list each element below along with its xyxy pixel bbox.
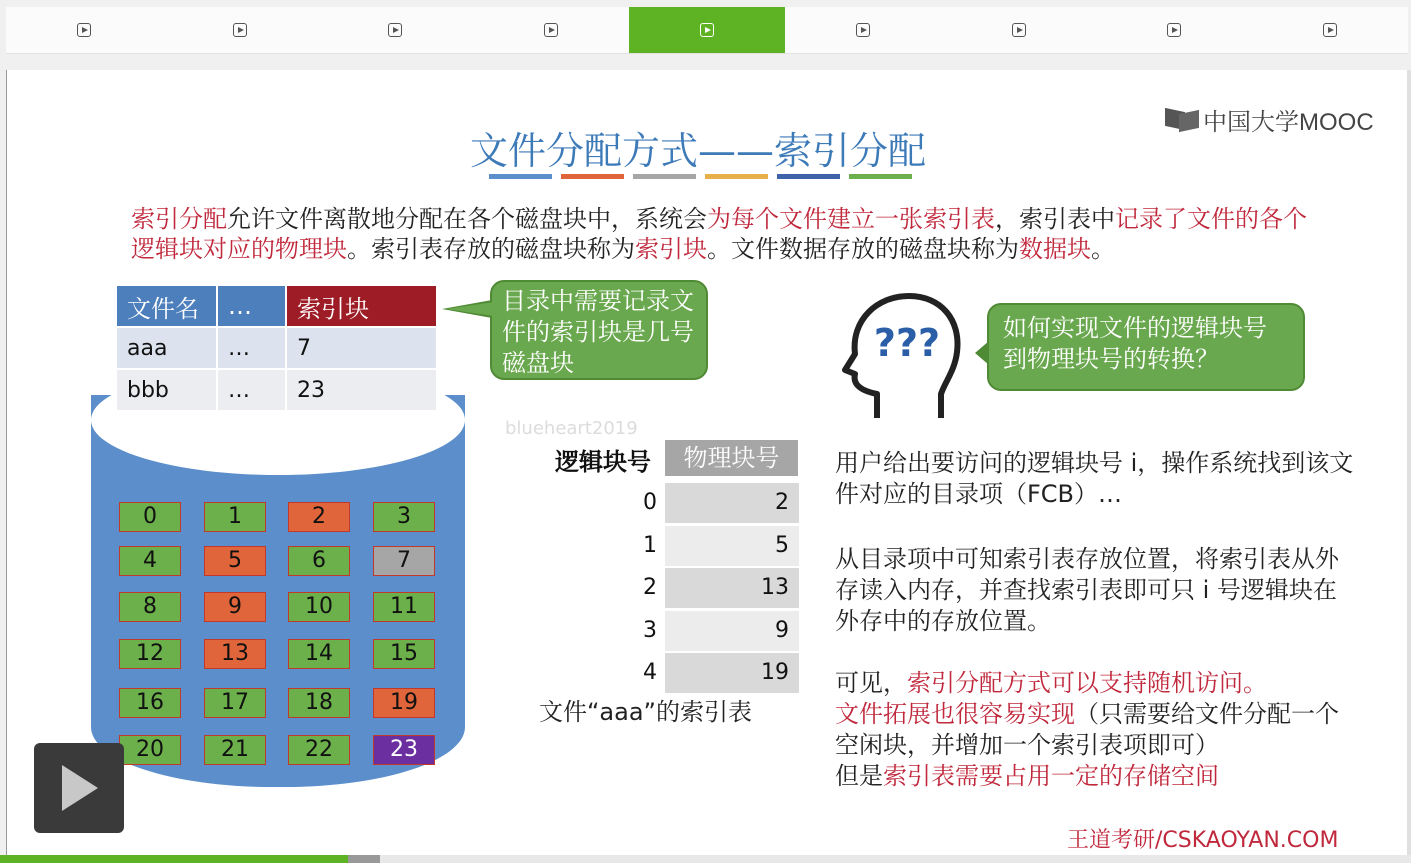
physical-block-number: 5	[665, 526, 799, 566]
progress-played	[0, 855, 349, 863]
underline-segment	[561, 174, 624, 179]
video-icon	[388, 23, 402, 37]
conclusion-random-access: 索引分配方式可以支持随机访问。	[907, 669, 1267, 697]
intro-text: 。	[1091, 235, 1115, 263]
physical-block-number: 9	[665, 611, 799, 651]
header-index-block: 索引块	[287, 286, 436, 326]
lesson-nav-item[interactable]	[785, 7, 941, 53]
explanation-para-2: 从目录项中可知索引表存放位置，将索引表从外存读入内存，并查找索引表即可只 i 号逻辑块在外存中的存放位置。	[835, 545, 1339, 635]
question-callout: 如何实现文件的逻辑块号到物理块号的转换？	[987, 303, 1305, 391]
disk-block: 10	[288, 592, 350, 622]
table-row	[117, 370, 436, 410]
disk-block: 11	[373, 592, 435, 622]
disk-block: 15	[373, 639, 435, 669]
physical-block-number: 13	[665, 568, 799, 608]
underline-segment	[633, 174, 696, 179]
conclusion-space-cost: 索引表需要占用一定的存储空间	[883, 762, 1219, 790]
disk-block: 21	[204, 735, 266, 765]
logical-block-number: 2	[643, 575, 657, 600]
disk-block: 3	[373, 502, 435, 532]
disk-block: 4	[119, 546, 181, 576]
disk-block: 18	[288, 688, 350, 718]
term-data-block: 数据块	[1019, 235, 1091, 263]
cell-filename: bbb	[117, 370, 216, 410]
term-index-table: 为每个文件建立一张索引表	[707, 205, 995, 233]
cell-ellipsis: …	[218, 370, 285, 410]
lesson-nav	[6, 7, 1408, 54]
disk-block: 23	[373, 735, 435, 765]
directory-callout: 目录中需要记录文件的索引块是几号磁盘块	[490, 280, 708, 380]
term-index-allocation: 索引分配	[131, 205, 227, 233]
intro-text: 。文件数据存放的磁盘块称为	[707, 235, 1019, 263]
video-icon	[1012, 23, 1026, 37]
brand-footer: 王道考研/CSKAOYAN.COM	[1067, 828, 1339, 853]
disk-block: 16	[119, 688, 181, 718]
underline-segment	[489, 174, 552, 179]
lesson-nav-item[interactable]	[162, 7, 318, 53]
video-icon	[77, 23, 91, 37]
progress-buffer	[348, 855, 380, 863]
logical-block-number: 0	[643, 490, 657, 515]
logo-text: 中国大学MOOC	[1203, 109, 1374, 136]
index-row	[543, 653, 799, 693]
logical-block-number: 1	[643, 532, 657, 558]
explanation-para-1: 用户给出要访问的逻辑块号 i，操作系统找到该文件对应的目录项（FCB）…	[835, 449, 1354, 508]
video-icon	[544, 23, 558, 37]
term-mapping: 记录了文件的各个逻辑块对应的物理块	[131, 205, 1307, 263]
lesson-nav-item[interactable]	[1252, 7, 1408, 53]
cell-filename: aaa	[117, 328, 216, 368]
title-underline	[489, 174, 912, 179]
lesson-nav-item[interactable]	[1096, 7, 1252, 53]
header-ellipsis: …	[218, 286, 285, 326]
disk-block: 0	[119, 502, 181, 532]
intro-text: 允许文件离散地分配在各个磁盘块中，系统会	[227, 205, 707, 233]
intro-text: 。索引表存放的磁盘块称为	[347, 235, 635, 263]
header-filename: 文件名	[117, 286, 216, 326]
slide-title: 文件分配方式——索引分配	[469, 129, 926, 173]
video-icon	[856, 23, 870, 37]
lesson-nav-item[interactable]	[629, 7, 785, 53]
physical-block-number: 2	[665, 483, 799, 523]
index-table-caption: 文件“aaa”的索引表	[539, 698, 752, 726]
lesson-nav-item[interactable]	[941, 7, 1097, 53]
logical-block-number: 4	[643, 660, 657, 685]
video-icon	[700, 23, 714, 37]
conclusion-text: 但是	[835, 762, 883, 790]
disk-block: 5	[204, 546, 266, 576]
slide	[6, 70, 1407, 855]
index-row	[543, 611, 799, 651]
disk-block: 22	[288, 735, 350, 765]
disk-block: 7	[373, 546, 435, 576]
directory-table	[115, 284, 438, 412]
watermark: blueheart2019	[505, 418, 638, 439]
conclusion-extension: 文件拓展也很容易实现	[835, 700, 1075, 728]
disk-block: 6	[288, 546, 350, 576]
index-header-physical: 物理块号	[665, 440, 798, 476]
video-progress-bar[interactable]	[0, 855, 1411, 863]
table-row	[117, 328, 436, 368]
logical-block-number: 3	[643, 617, 657, 643]
disk-block: 8	[119, 592, 181, 622]
disk-block: 2	[288, 502, 350, 532]
play-button[interactable]	[34, 743, 124, 833]
index-row	[543, 483, 799, 523]
lesson-nav-item[interactable]	[318, 7, 474, 53]
intro-text: ，索引表中	[995, 205, 1115, 233]
underline-segment	[849, 174, 912, 179]
lesson-nav-item[interactable]	[473, 7, 629, 53]
explanation-para-3	[835, 668, 1355, 792]
disk-block: 13	[204, 639, 266, 669]
thinking-head-icon	[837, 290, 977, 430]
question-marks: ???	[873, 321, 941, 365]
video-icon	[1167, 23, 1181, 37]
disk-block: 14	[288, 639, 350, 669]
disk-block: 17	[204, 688, 266, 718]
directory-header-row	[117, 286, 436, 326]
cell-index-block: 7	[287, 328, 436, 368]
disk-block: 20	[119, 735, 181, 765]
conclusion-text: （只需要给文件分配一个空闲块，并增加一个索引表项即可）	[835, 700, 1339, 759]
term-index-block: 索引块	[635, 235, 707, 263]
cell-index-block: 23	[287, 370, 436, 410]
underline-segment	[777, 174, 840, 179]
disk-block: 19	[373, 688, 435, 718]
index-row	[543, 526, 799, 566]
disk-block: 12	[119, 639, 181, 669]
underline-segment	[705, 174, 768, 179]
disk-block: 9	[204, 592, 266, 622]
index-row	[543, 568, 799, 608]
intro-paragraph	[131, 204, 1321, 264]
video-icon	[233, 23, 247, 37]
lesson-nav-item[interactable]	[6, 7, 162, 53]
conclusion-text: 可见，	[835, 669, 907, 697]
cell-ellipsis: …	[218, 328, 285, 368]
index-header-logical: 逻辑块号	[555, 448, 651, 476]
physical-block-number: 19	[665, 653, 799, 693]
video-icon	[1323, 23, 1337, 37]
disk-block: 1	[204, 502, 266, 532]
